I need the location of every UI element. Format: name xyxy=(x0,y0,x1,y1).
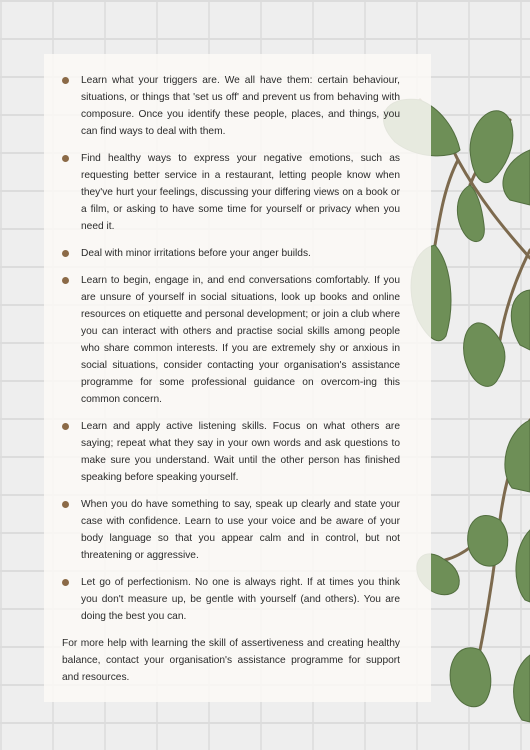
list-item xyxy=(62,496,400,564)
list-item xyxy=(62,272,400,408)
bullet-icon xyxy=(62,77,69,84)
bullet-icon xyxy=(62,155,69,162)
list-item xyxy=(62,574,400,625)
list-item-text: When you do have something to say, speak up clearly and state your case with confidence. Learn to use your voice and be aware of your body language so that you appear calm and in control, but not threatening or aggressive. xyxy=(81,499,400,561)
content-area xyxy=(62,72,400,686)
bullet-icon xyxy=(62,250,69,257)
list-item xyxy=(62,245,400,262)
closing-paragraph: For more help with learning the skill of assertiveness and creating healthy balance, contact your organisation's assistance programme for support and resources. xyxy=(62,638,400,683)
list-item-text: Find healthy ways to express your negative emotions, such as requesting better service in a restaurant, letting people know when they've hurt your feelings, discussing your differing views on a book or a film, or asking to have some time for yourself or privacy when you need it. xyxy=(81,153,400,232)
bullet-icon xyxy=(62,277,69,284)
list-item-text: Let go of perfectionism. No one is always right. If at times you think you don't measure up, be gentle with yourself (and others). You are doing the best you can. xyxy=(81,577,400,622)
list-item-text: Learn to begin, engage in, and end conversations comfortably. If you are unsure of yourself in social situations, look up books and online resources on etiquette and personal development; or join a club where you can interact with others and practise social skills among people who share common interests. If you are extremely shy or anxious in social situations, consider contacting your organisation's assistance programme for some professional guidance on overcom-ing this common concern. xyxy=(81,275,400,405)
list-item-text: Deal with minor irritations before your anger builds. xyxy=(81,248,311,259)
list-item xyxy=(62,150,400,235)
bullet-icon xyxy=(62,423,69,430)
bullet-icon xyxy=(62,501,69,508)
list-item xyxy=(62,418,400,486)
bullet-icon xyxy=(62,579,69,586)
list-item-text: Learn and apply active listening skills. Focus on what others are saying; repeat what they say in your own words and ask questions to make sure you understand. Wait until the other person has finished speaking before speaking yourself. xyxy=(81,421,400,483)
tips-list xyxy=(62,72,400,625)
list-item-text: Learn what your triggers are. We all have them: certain behaviour, situations, or things that 'set us off' and prevent us from behaving with composure. Once you identify these people, places, and things, you can find ways to deal with them. xyxy=(81,75,400,137)
list-item xyxy=(62,72,400,140)
